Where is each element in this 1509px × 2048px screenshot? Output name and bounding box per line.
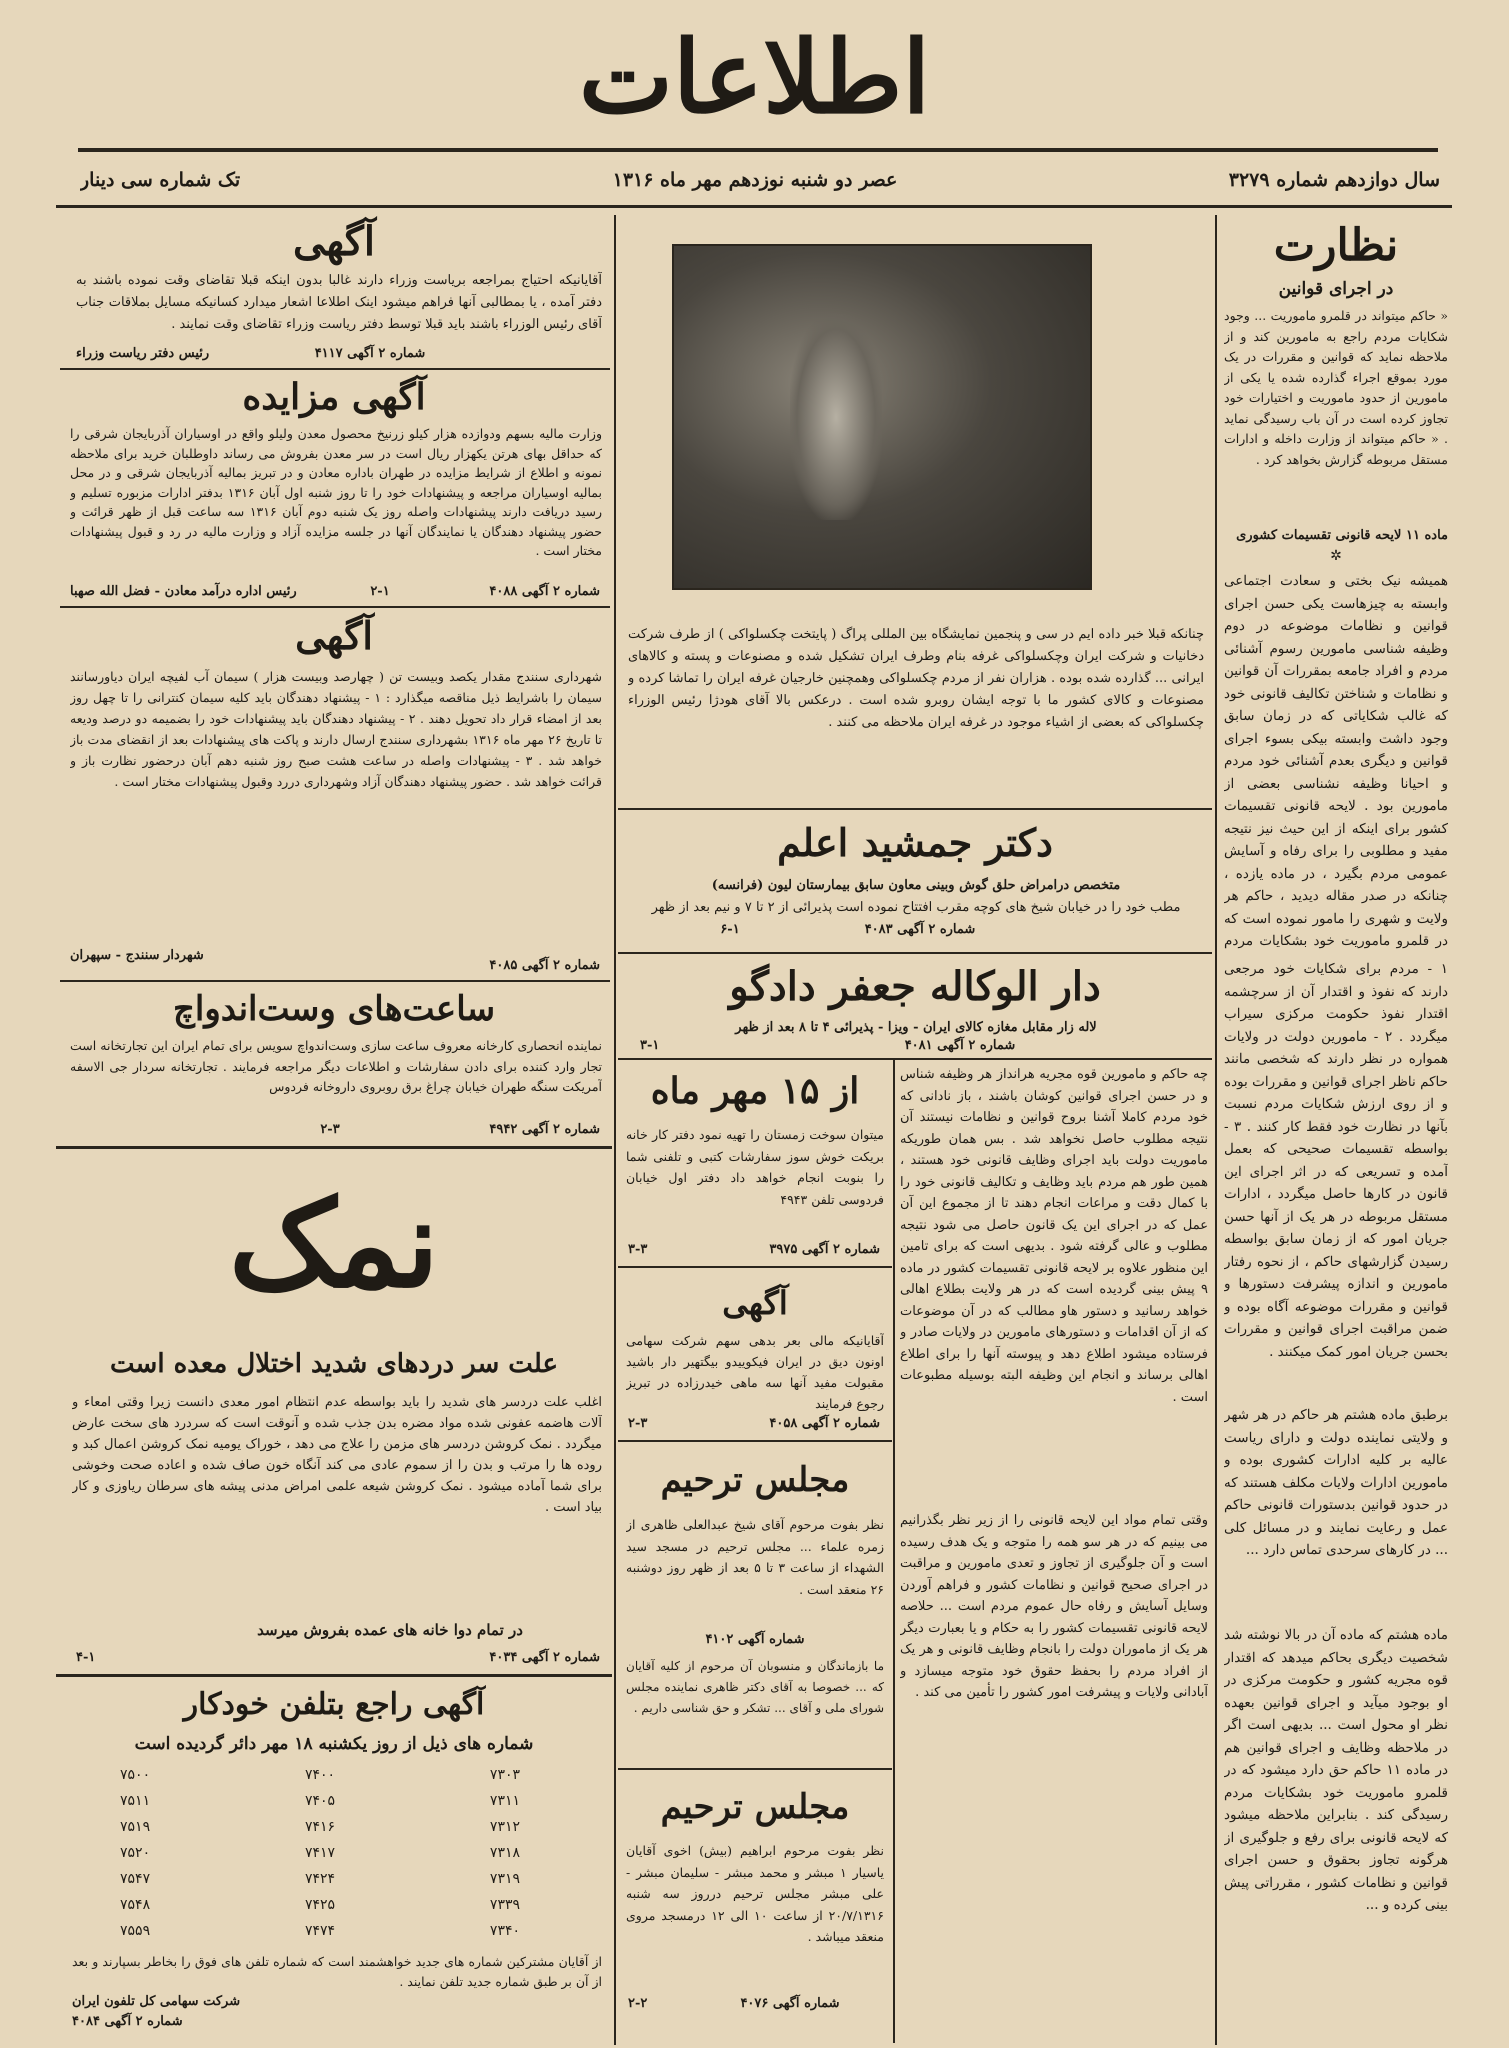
- mozayede-sign: رئیس اداره درآمد معادن - فضل الله صهبا: [70, 584, 297, 599]
- mozayede-body: وزارت مالیه بسهم ودوازده هزار کیلو زرنیخ محصول معدن ولیلو واقع در اوسیاران آذربایجان شرقی را که حداقل بهای هرتن یکهزار ریال است در سر معدن بفروش می رساند داوطلبان خرید برای ملاحظه نمونه و اطلاع از شرایط مزایده در طهران باداره معادن و در تبریز بمالیه آذربایجان شرقی و در محل بمالیه اوسیاران مراجعه و پیشنهادات خود را تا روز شنبه اول آبان ۱۳۱۶ بدفتر ادارات مزبوره تسلیم و رسید دریافت دارند پیشنهادات واصله روز یک شنبه دوم آبان ۱۳۱۶ سه ساعت قبل از ظهر قرائت و حضور پیشنهاد دهندگان یا نمایندگان آنها در جلسه مزایده آزاد و وزارت مالیه در رد و قبول پیشنهادات مختار است .: [70, 426, 602, 558]
- nezarat-subtitle: در اجرای قوانین: [1278, 279, 1394, 299]
- tarhim-1-title: مجلس ترحیم: [660, 1460, 850, 1500]
- phone-row: [120, 1892, 520, 1918]
- divider-watches: [56, 1146, 612, 1149]
- phone-row: [120, 1866, 520, 1892]
- phone-number: ۷۴۰۵: [304, 1793, 336, 1809]
- phone-row: [120, 1762, 520, 1788]
- phone-row: [120, 1918, 520, 1944]
- phone-number: ۷۴۱۷: [304, 1845, 336, 1861]
- agahi-1-body: آقایانیکه احتیاج بمراجعه بریاست وزراء دارند غالبا بدون اینکه قبلا تقاضای وقت نموده باشند به دفتر آمده ، یا بمطالبی آنها فراهم میشود اینک اطلاعا اشعار میدارد کسانیکه مسایل بملاقات جناب آقای رئیس الوزراء باشند باید قبلا توسط دفتر ریاست وزراء تقاضای وقت نمایند .: [76, 273, 602, 332]
- nezarat-intro: « حاکم میتواند در قلمرو ماموریت ... وجود شکایات مردم راجع به مامورین کند و از ملاحظه نماید که قوانین و مقررات در یک مورد بموقع اجراء گذارده شده یا یکی از مامورین از حدود ماموریت و اختیارات خود تجاوز کرده است در آن باب رسیدگی نماید . « حاکم میتواند از وزارت داخله و ادارات مستقل مربوطه گزارش بخواهد کرد .: [1224, 308, 1448, 467]
- phone-sign: شرکت سهامی کل تلفون ایران: [72, 1994, 241, 2009]
- tarhim-1-ref: شماره آگهی ۴۱۰۲: [705, 1632, 805, 1647]
- phone-row: [120, 1814, 520, 1840]
- namak-ref: شماره ۲ آگهی ۴۰۳۴: [489, 1650, 600, 1665]
- phone-number: ۷۳۱۸: [489, 1845, 520, 1861]
- mozayede-num: ۲-۱: [370, 584, 390, 599]
- phone-number: ۷۳۴۰: [489, 1923, 520, 1939]
- agahi-2-body: شهرداری سنندج مقدار یکصد وبیست تن ( چهارصد وبیست هزار ) سیمان آب لفیچه ایران دیاورسانند سیمان را باشرایط ذیل مناقصه میگذارد : ۱ - پیشنهاد دهندگان باید کلیه سیمان کنترانی را تا چهل روز بعد از امضاء قرار داد تحویل دهند . ۲ - پیشنهاد دهندگان باید پیشنهادات خود را بضمیمه دو درصد ودیعه تا تاریخ ۲۶ مهر ماه ۱۳۱۶ بشهرداری سنندج ارسال دارند و پاکت های پیشنهادات بعد از انقضای مدت باز خواهد شد . ۳ - پیشنهادات واصله در ساعت هشت صبح روز شنبه دهم آبان درحضور نظارت باز و قرائت خواهد شد . حضور پیشنهاد دهندگان آزاد وشهرداری دررد وقبول پیشنهادات مختار است .: [70, 669, 602, 789]
- tarhim-2-num: ۲-۲: [628, 1996, 648, 2011]
- phone-subtitle: شماره های ذیل از روز یکشنبه ۱۸ مهر دائر گردیده است: [134, 1734, 534, 1754]
- agahi-2-title: آگهی: [295, 613, 373, 658]
- column-divider-middle-lower: [893, 1058, 895, 2043]
- masthead-rule-top: [78, 148, 1438, 152]
- phone-number: ۷۵۰۰: [120, 1767, 151, 1783]
- nezarat-intro-ref: ماده ۱۱ لایحه قانونی تقسیمات کشوری: [1236, 528, 1448, 543]
- issue-price: تک شماره سی دینار: [80, 169, 241, 191]
- issue-date: عصر دو شنبه نوزدهم مهر ماه ۱۳۱۶: [612, 169, 898, 191]
- namak-body: اغلب علت دردسر های شدید را باید بواسطه عدم انتظام امور معدی دانست زیرا وقتی امعاء و آلات هاضمه عفونی شده مواد مضره بدن جذب شده و آنوقت است که سردرد های سخت عارض میگردد . نمک کروشن دردسر های مزمن را علاج می دهد ، خوراک یومیه نمک کروشن اعمال کبد و روده ها را مرتب و بدن را از سموم عادی می کند آنگاه خون صاف شده و اعاده صحت وخوشی برای شما آماده میشود . نمک کروشن شیعه علمی امراض مدنی پیشه های سرطان ریاوزی و کار بیاد است .: [72, 1395, 602, 1515]
- phone-title: آگهی راجع بتلفن خودکار: [183, 1687, 485, 1722]
- phone-number: ۷۴۱۶: [304, 1819, 336, 1835]
- agahi-3-ref: شماره ۲ آگهی ۴۰۵۸: [769, 1416, 880, 1431]
- tarhim-1-thanks: ما بازماندگان و منسوبان آن مرحوم از کلیه آقایان که ... خصوصا به آقای دکتر ظاهری نماینده مجلس شورای ملی و آقای ... تشکر و حق شناسی داریم .: [626, 1659, 884, 1715]
- watches-body: نماینده انحصاری کارخانه معروف ساعت سازی وست‌اندواچ سویس برای تمام ایران این تجارتخانه است تجار وارد کننده برای دادن سفارشات و اطلاعات دیگر مراجعه فرمایند . تجارتخانه سردار جی الاسفه آمریکت سنگه طهران خیابان چراغ برق روبروی داروخانه فردوس: [70, 1038, 602, 1094]
- doctor-specialty: متخصص درامراض حلق گوش وبینی معاون سابق بیمارستان لیون (فرانسه): [711, 878, 1121, 893]
- mehr-title: از ۱۵ مهر ماه: [650, 1070, 860, 1112]
- phone-number: ۷۳۰۳: [489, 1767, 520, 1783]
- namak-num: ۴-۱: [76, 1650, 96, 1665]
- mehr-ref: شماره ۲ آگهی ۳۹۷۵: [769, 1242, 880, 1257]
- dateline-rule: [56, 205, 1452, 208]
- phone-number: ۷۴۲۴: [304, 1871, 336, 1887]
- mozayede-title: آگهی مزایده: [242, 376, 426, 418]
- phone-number: ۷۳۱۲: [489, 1819, 520, 1835]
- phone-ref: شماره ۲ آگهی ۴۰۸۴: [72, 2014, 183, 2029]
- tarhim-1-body: نظر بفوت مرحوم آقای شیخ عبدالعلی ظاهری از زمره علماء ... مجلس ترحیم در مسجد سید الشهداء از ساعت ۳ تا ۵ بعد از ظهر روز دوشنبه ۲۶ منعقد است .: [626, 1517, 884, 1597]
- vakil-num: ۳-۱: [640, 1038, 660, 1053]
- phone-row: [120, 1840, 520, 1866]
- divider-vakil: [618, 1058, 1212, 1060]
- watches-ref: شماره ۲ آگهی ۴۹۴۲: [489, 1122, 600, 1137]
- vakil-ref: شماره ۲ آگهی ۴۰۸۱: [904, 1038, 1016, 1053]
- divider-mehr: [618, 1266, 892, 1268]
- agahi-2-ref: شماره ۲ آگهی ۴۰۸۵: [489, 958, 600, 973]
- nezarat-star-divider: ✲: [1330, 548, 1342, 564]
- phone-number: ۷۵۵۹: [120, 1923, 151, 1939]
- doctor-num: ۶-۱: [720, 922, 740, 937]
- agahi-3-num: ۲-۳: [628, 1416, 648, 1431]
- nezarat-body-3: برطبق ماده هشتم هر حاکم در هر شهر و ولایتی نماینده دولت و دارای ریاست عالیه بر کلیه ادارات کشوری بوده و مامورین ادارات ولایات مکلف هستند که در حدود قوانین بدستورات قانونی حاکم عمل و رعایت نمایند و در مسائل کلی ... در کارهای سرحدی تماس دارد ...: [1224, 1407, 1448, 1558]
- phone-number: ۷۳۱۱: [489, 1793, 520, 1809]
- phone-note: از آقایان مشترکین شماره های جدید خواهشمند است که شماره تلفن های فوق را بخاطر بسپارند و بعد از آن بر طبق شماره جدید تلفن نمایند .: [72, 1954, 602, 1989]
- vakil-body: لاله زار مقابل مغازه کالای ایران - ویزا - پذیرائی ۴ تا ۸ بعد از ظهر: [735, 1020, 1097, 1035]
- article-body-1: چه حاکم و مامورین قوه مجریه هرانداز هر وظیفه شناس و در حسن اجرای قوانین کوشان باشند ، باز نادانی که خود مردم کاملا آشنا بروح قوانین و نظامات نیستند آن نتیجه مطلوب حاصل نخواهد شد . بس همان طوریکه ماموریت دولت باید اجرای وظایف قانونی خود هستند ، همین طور هم مردم باید وظایف و تکالیف قانونی خود را با کمال دقت و مراعات انجام دهند تا از مجموع این آن عمل که در اجرای این یک قانون حاصل می شود نتیجه مطلوب و عالی گرفته شود . بدیهی است که برای تامین این منظور علاوه بر لایحه قانونی تقسیمات کشور در ماده ۹ پیش بینی گردیده است که در هر ولایت بطلاع اهالی خواهد رسانید و دستور هاو مطالب که در آن موضوعات که از آن اقدامات و دستورهای مامورین در ولایات صادر و فرستاده میشود اطلاع دهد و پیوسته آنها را برای اطلاع اهالی برساند و انجام این وظیفه البته بوسیله مطبوعات است .: [900, 1067, 1208, 1405]
- watches-num: ۲-۳: [320, 1122, 340, 1137]
- nezarat-body-4: ماده هشتم که ماده آن در بالا نوشته شد شخصیت دیگری بحاکم میدهد که اقتدار قوه مجریه کشور و حکومت مرکزی در او بوجود میآید و اجرای قوانین بعهده نظر او محول است ... بدیهی است اگر در ملاحظه وظایف و اجرای قوانین هم در ماده ۱۱ حاکم حق دارد میشود که در قلمرو ماموریت خود بشکایات مردم رسیدگی کند . بنابراین ملاحظه میشود که لایحه قانونی برای رفع و جلوگیری از هرگونه تجاوز بحقوق و حسن اجرای قوانین و نظامات کشور ، مقرراتی پیش بینی کرده و ...: [1224, 1627, 1448, 1913]
- namak-title: نمک: [228, 1174, 440, 1315]
- phone-number: ۷۵۱۱: [120, 1793, 151, 1809]
- phone-row: [120, 1788, 520, 1814]
- divider-namak: [56, 1674, 612, 1677]
- agahi-3-body: آقایانیکه مالی بعر بدهی سهم شرکت سهامی اونون دیق در ایران فیکوییدو بیگتهیر دار باشید مقبولت مفید آنها سه ماهی خیدرزاده در تبریز رجوع فرمایند: [626, 1333, 884, 1411]
- watches-title: ساعت‌های وست‌اندواچ: [172, 989, 496, 1029]
- doctor-title: دکتر جمشید اعلم: [777, 820, 1053, 865]
- phone-number-table: [120, 1762, 520, 1950]
- photo-caption: چنانکه قبلا خبر داده ایم در سی و پنجمین نمایشگاه بین المللی پراگ ( پایتخت چکسلواکی ) از طرف شرکت دخانیات و شرکت ایران وچکسلواکی غرفه بنام وطرف ایران تشکیل شده و مصنوعات و پسته و کالاهای ایرانی ... گذارده شده بوده . هزاران نفر از مردم چکسلواکی وهمچنین خارجیان غرفه ایران را تماشا کرده و مصنوعات و کالای کشور ما با توجه ایشان روبرو شده است . درعکس بالا آقای هودژا رئیس الوزراء چکسلواکی که بعضی از اشیاء موجود در غرفه ایران ملاحظه می کنند .: [628, 627, 1204, 730]
- phone-number: ۷۵۱۹: [120, 1819, 151, 1835]
- doctor-ref: شماره ۲ آگهی ۴۰۸۳: [864, 922, 976, 937]
- nezarat-body-1: همیشه نیک بختی و سعادت اجتماعی وابسته به چیزهاست یکی حسن اجرای قوانین و نظامات موضوعه در دوم وظیفه شناسی مامورین رسوم آشنائی مردم و افراد جامعه بمقررات آن قوانین و نظامات و شناختن تکالیف قانونی خود که غالب شکایاتی که در زمان سابق وجود داشت وابسته بیکی بسوء اجرای قوانین و دیگری بعدم آشنائی خود مردم و احیانا وظیفه نشناسی بعضی از مامورین بود . لایحه قانونی تقسیمات کشور برای اینکه از این حیث نیز نتیجه مفید و مطلوبی را برای رفاه و آسایش عمومی مردم بگیرد ، در ماده یازده ، چنانکه در صدر مقاله دیدید ، حاکم هر ولایت و شهری را مامور نموده است که در قلمرو ماموریت خود بشکایات مردم: [1224, 573, 1448, 949]
- tarhim-2-title: مجلس ترحیم: [660, 1787, 850, 1827]
- phone-number: ۷۴۲۵: [304, 1897, 336, 1913]
- phone-number: ۷۵۲۰: [120, 1845, 151, 1861]
- tarhim-2-ref: شماره آگهی ۴۰۷۶: [740, 1996, 840, 2011]
- mozayede-ref: شماره ۲ آگهی ۴۰۸۸: [489, 584, 600, 599]
- vakil-title: دار الوکاله جعفر دادگو: [729, 963, 1101, 1010]
- mehr-body: میتوان سوخت زمستان را تهیه نمود دفتر کار خانه بریکت خوش سوز سفارشات کتبی و تلفنی شما را بنوبت انجام خواهد داد دفتر اول خیابان فردوسی تلفن ۴۹۴۳: [626, 1127, 884, 1207]
- exhibition-photo: [672, 244, 1092, 590]
- phone-number: ۷۳۳۹: [489, 1897, 520, 1913]
- tarhim-2-body: نظر بفوت مرحوم ابراهیم (بیش) اخوی آقایان یاسیار ۱ مبشر و محمد مبشر - سلیمان مبشر - علی مبشر مجلس ترحیم درروز سه شنبه ۲۰/۷/۱۳۱۶ از ساعت ۱۰ الی ۱۲ درمسجد مروی منعقد میباشد .: [626, 1843, 884, 1944]
- namak-place: در تمام دوا خانه های عمده بفروش میرسد: [257, 1621, 523, 1639]
- doctor-address: مطب خود را در خیابان شیخ های کوچه مقرب افتتاح نموده است پذیرائی از ۲ تا ۷ و نیم بعد از ظهر: [651, 900, 1181, 915]
- issue-number: سال دوازدهم شماره ۳۲۷۹: [1228, 169, 1440, 191]
- phone-number: ۷۵۴۸: [120, 1897, 151, 1913]
- column-divider-right: [1215, 215, 1217, 2045]
- agahi-3-title: آگهی: [722, 1284, 788, 1322]
- agahi-1-sign: رئیس دفتر ریاست وزراء: [76, 346, 210, 361]
- agahi-1-title: آگهی: [293, 218, 375, 265]
- masthead-title: اطلاعات: [578, 20, 931, 135]
- divider-agahi-3: [618, 1440, 892, 1442]
- nezarat-title: نظارت: [1273, 220, 1399, 271]
- column-divider-left: [614, 215, 616, 2045]
- divider-photo: [618, 808, 1212, 810]
- divider-doctor: [618, 952, 1212, 954]
- nezarat-body-2: ۱ - مردم برای شکایات خود مرجعی دارند که نفوذ و اقتدار آن از سرچشمه اقتدار نفوذ حکومت مرکزی سیراب میگردد . ۲ - مامورین دولت در ولایات همواره در نظر دارند که شخصی مانند حاکم ناظر اجرای قوانین و مقررات بوده و از روی ارزش شکایات مردم نسبت بآنها در نظارت خود فقط کار کنند . ۳ - بواسطه تقسیمات صحیحی که بعمل آمده و تسریعی که در اثر اجرای این قانون در کارها حاصل میگردد ، ادارات مستقل مربوطه در هر یک از آنها حسن جریان امور که از زمان سابق بواسطه رسیدن گزارشهای حاکم ، از نحوه رفتار مامورین و اندازه پیشرفت دستورها و قوانین و مقررات موضوعه آگاه بوده و ضمن مراقبت اجرای قوانین و مقررات بحسن جریان امور کمک میکنند .: [1224, 961, 1448, 1360]
- agahi-2-sign: شهردار سنندج - سپهران: [70, 948, 204, 963]
- phone-number: ۷۳۱۹: [489, 1871, 520, 1887]
- phone-number: ۷۵۴۷: [120, 1871, 151, 1887]
- agahi-1-ref: شماره ۲ آگهی ۴۱۱۷: [314, 346, 426, 361]
- divider-tarhim-1: [618, 1768, 892, 1770]
- article-body-2: وقتی تمام مواد این لایحه قانونی را از زیر نظر بگذرانیم می بینیم که در هر سو همه را متوجه و یک هدف رسیده است و آن جلوگیری از تجاوز و تعدی مامورین و مراقبت در اجرای صحیح قوانین و نظامات کشور و فراهم آوردن وسایل آسایش و رفاه حال عموم مردم است ... حلاصه لایحه قانونی تقسیمات کشور را به حکام و یا بعبارت دیگر هر یک از ماموران دولت را بانجام وظایف قانونی و هر یک از افراد مردم را بحفظ حقوق خود متوجه میسازد و آبادانی ولایات و پیشرفت امور کشور را تأمین می کند .: [900, 1513, 1208, 1700]
- phone-number: ۷۴۷۴: [304, 1923, 336, 1939]
- namak-tagline: علت سر دردهای شدید اختلال معده است: [110, 1349, 558, 1379]
- mehr-num: ۳-۳: [628, 1242, 648, 1257]
- phone-number: ۷۴۰۰: [304, 1767, 336, 1783]
